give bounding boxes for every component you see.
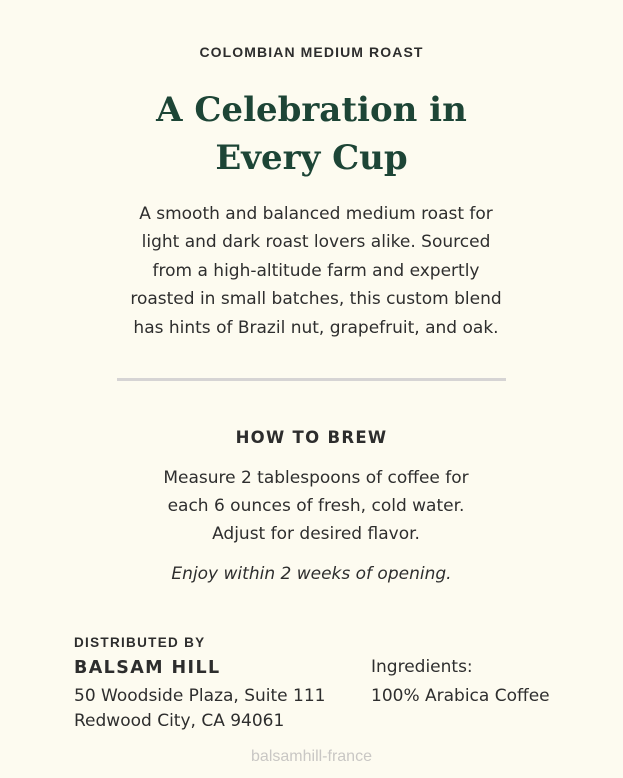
section-divider [117,378,506,381]
roast-eyebrow: COLOMBIAN MEDIUM ROAST [199,44,424,60]
product-title [0,86,623,182]
description-line: A smooth and balanced medium roast for [139,204,493,224]
distributor-address-line-1: 50 Woodside Plaza, Suite 111 [74,686,326,706]
product-description [121,200,511,342]
ingredients-value: 100% Arabica Coffee [371,686,550,706]
title-line-2: Every Cup [215,138,408,178]
brew-line: Adjust for desired flavor. [212,524,420,545]
description-line: roasted in small batches, this custom blend [130,289,502,310]
brew-instructions [141,464,491,549]
brew-heading: HOW TO BREW [235,428,388,447]
description-line: has hints of Brazil nut, grapefruit, and oak. [133,317,499,338]
distributor-company: BALSAM HILL [74,658,221,678]
ingredients-label: Ingredients: [371,657,473,677]
title-line-1: A Celebration in [156,90,467,130]
enjoy-note: Enjoy within 2 weeks of opening. [171,564,452,584]
description-line: from a high-altitude farm and expertly [152,260,480,281]
description-line: light and dark roast lovers alike. Sourced [141,232,491,253]
distributed-by-label: DISTRIBUTED BY [74,635,206,650]
watermark: balsamhill-france [251,748,372,765]
brew-line: Measure 2 tablespoons of coffee for [163,468,469,488]
brew-line: each 6 ounces of fresh, cold water. [167,496,465,517]
distributor-address-line-2: Redwood City, CA 94061 [74,711,285,731]
